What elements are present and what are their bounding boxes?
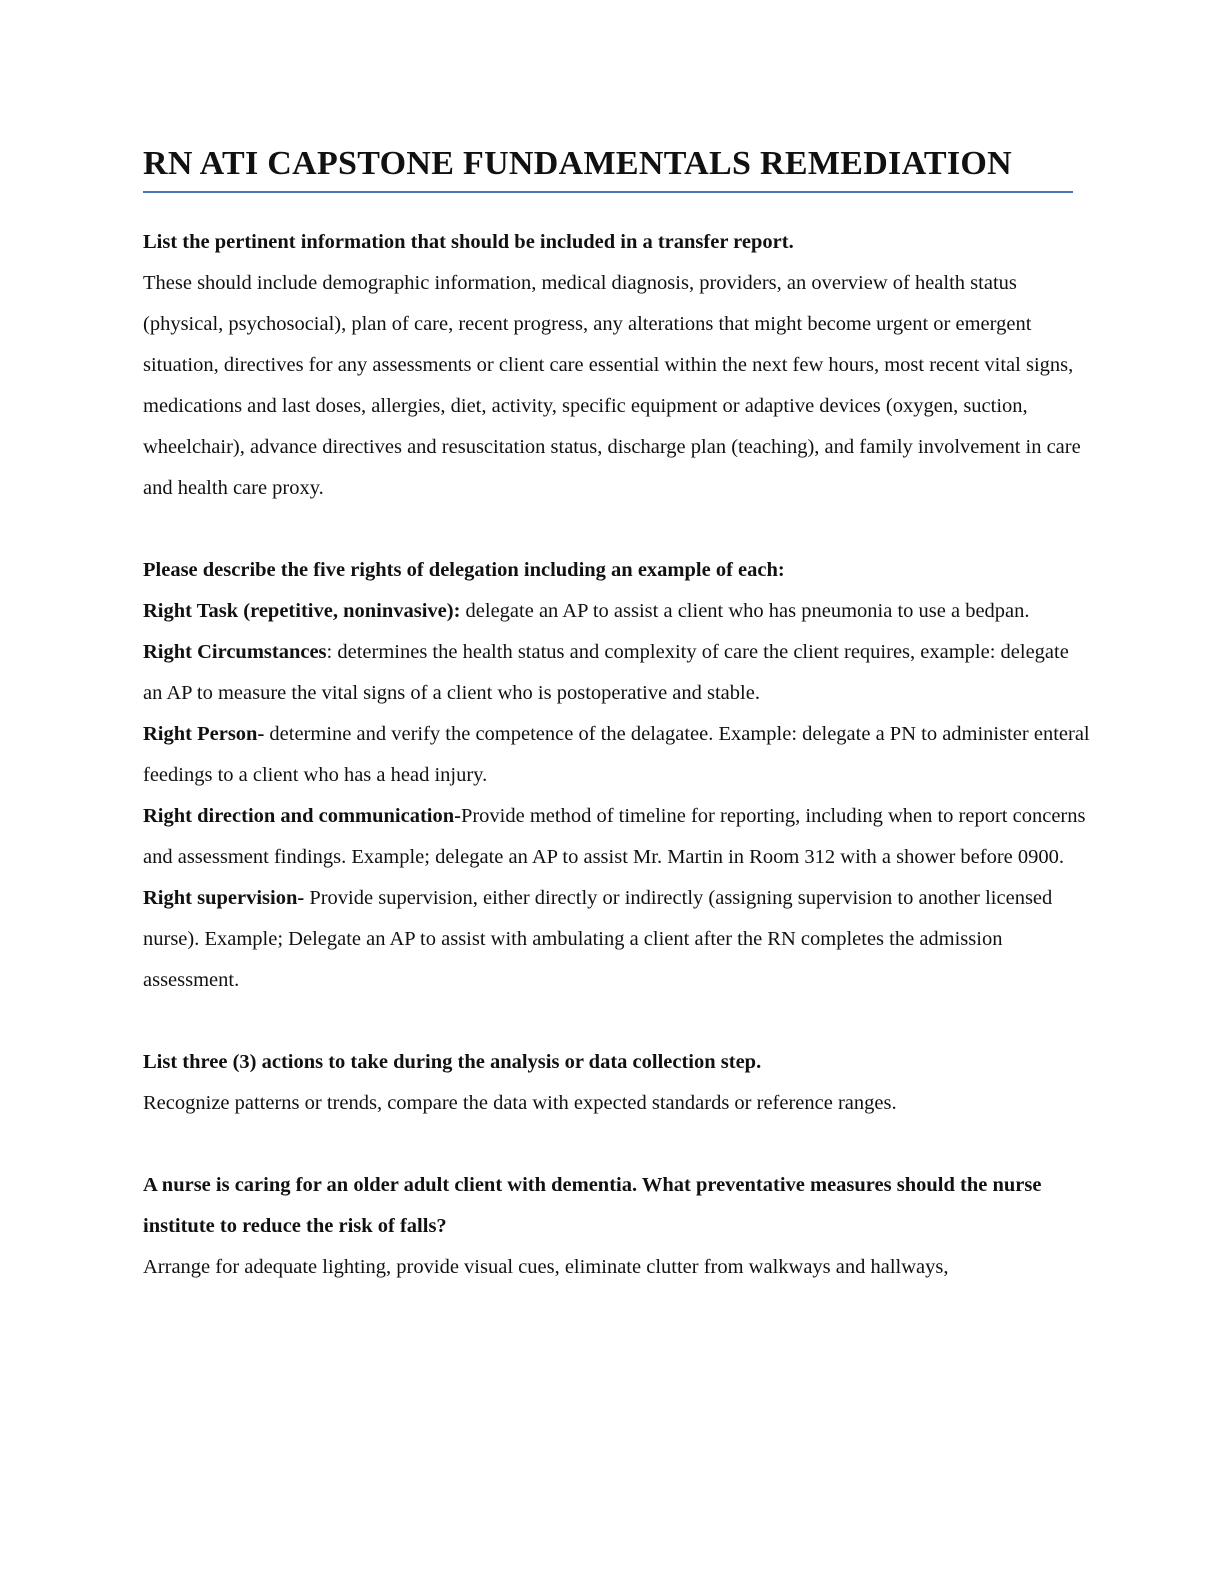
question-fall-prevention: A nurse is caring for an older adult client with dementia. What preventative measures should the nurse institute to reduce the risk of falls?: [143, 1174, 1042, 1237]
right-circumstances-text: : determines the health status and complexity of care the client requires, example: delegate an AP to measure the vital signs of a client who is postoperative and stable.: [143, 641, 1069, 704]
right-circumstances-term: Right Circumstances: [143, 641, 327, 663]
section-spacer: [143, 1124, 1091, 1165]
answer-data-collection: Recognize patterns or trends, compare the data with expected standards or reference ranges.: [143, 1092, 897, 1114]
right-direction-text: Provide method of timeline for reporting, including when to report concerns and assessment findings. Example; delegate an AP to assist Mr. Martin in Room 312 with a shower before 0900.: [143, 805, 1086, 868]
answer-fall-prevention: Arrange for adequate lighting, provide visual cues, eliminate clutter from walkways and hallways,: [143, 1256, 949, 1278]
section-spacer: [143, 1001, 1091, 1042]
question-data-collection: List three (3) actions to take during the analysis or data collection step.: [143, 1051, 762, 1073]
right-circumstances-item: [143, 632, 1091, 714]
right-supervision-term: Right supervision-: [143, 887, 305, 909]
right-supervision-text: Provide supervision, either directly or indirectly (assigning supervision to another licensed nurse). Example; Delegate an AP to assist with ambulating a client after the RN completes the admission assessment.: [143, 887, 1053, 991]
right-task-item: [143, 591, 1091, 632]
answer-transfer-report: These should include demographic information, medical diagnosis, providers, an overview of health status (physical, psychosocial), plan of care, recent progress, any alterations that might become urgent or emergent situation, directives for any assessments or client care essential within the next few hours, most recent vital signs, medications and last doses, allergies, diet, activity, specific equipment or adaptive devices (oxygen, suction, wheelchair), advance directives and resuscitation status, discharge plan (teaching), and family involvement in care and health care proxy.: [143, 272, 1081, 499]
right-person-term: Right Person-: [143, 723, 265, 745]
right-task-text: delegate an AP to assist a client who has pneumonia to use a bedpan.: [460, 600, 1030, 622]
section-spacer: [143, 509, 1091, 550]
right-person-text: determine and verify the competence of the delagatee. Example: delegate a PN to administer enteral feedings to a client who has a head injury.: [143, 723, 1090, 786]
question-transfer-report: List the pertinent information that should be included in a transfer report.: [143, 231, 794, 253]
right-direction-item: [143, 796, 1091, 878]
right-person-item: [143, 714, 1091, 796]
right-direction-term: Right direction and communication-: [143, 805, 461, 827]
page-title: RN ATI CAPSTONE FUNDAMENTALS REMEDIATION: [143, 145, 1013, 182]
document-body: [143, 222, 1091, 1288]
question-rights-of-delegation: Please describe the five rights of delegation including an example of each:: [143, 559, 785, 581]
right-supervision-item: [143, 878, 1091, 1001]
title-underline: [143, 191, 1073, 193]
right-task-term: Right Task (repetitive, noninvasive):: [143, 600, 461, 622]
